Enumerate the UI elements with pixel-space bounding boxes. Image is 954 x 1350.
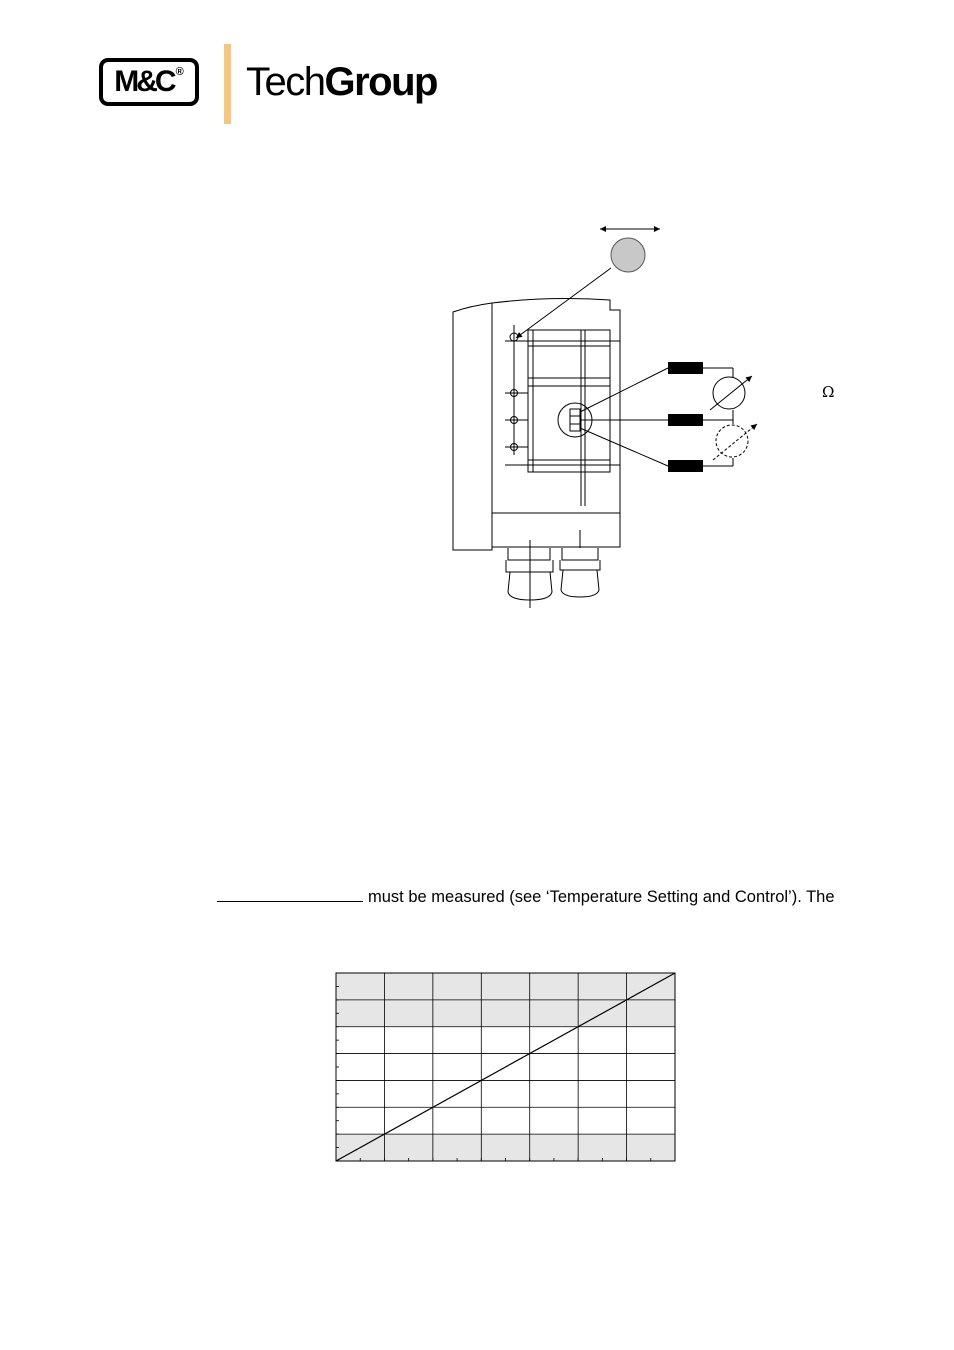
chart-shaded-band bbox=[336, 973, 675, 1000]
chart-shaded-band bbox=[336, 1134, 675, 1161]
resistor-top bbox=[668, 362, 703, 374]
logo-word-group: Group bbox=[324, 60, 437, 104]
chart-shaded-band bbox=[336, 1000, 675, 1027]
registered-mark: ® bbox=[175, 66, 184, 78]
adjustment-knob bbox=[611, 238, 645, 272]
underline-blank bbox=[217, 887, 363, 902]
logo-word-tech: Tech bbox=[246, 60, 325, 104]
housing-outline bbox=[453, 299, 620, 550]
logo-badge-text: M&C ® bbox=[114, 65, 184, 98]
ohmmeter-dashed bbox=[716, 425, 748, 457]
cable-gland-right bbox=[560, 530, 600, 597]
resistor-bottom bbox=[668, 460, 703, 472]
body-text-line bbox=[217, 887, 835, 907]
resistor-middle bbox=[668, 414, 703, 426]
cable-gland-left bbox=[506, 540, 553, 608]
knob-pointer-line bbox=[516, 268, 611, 338]
calibration-chart bbox=[335, 972, 676, 1162]
mounting-plate bbox=[528, 330, 610, 472]
body-text: must be measured (see ‘Temperature Setting and Control’). The bbox=[368, 888, 835, 906]
ohm-symbol: Ω bbox=[822, 383, 835, 401]
